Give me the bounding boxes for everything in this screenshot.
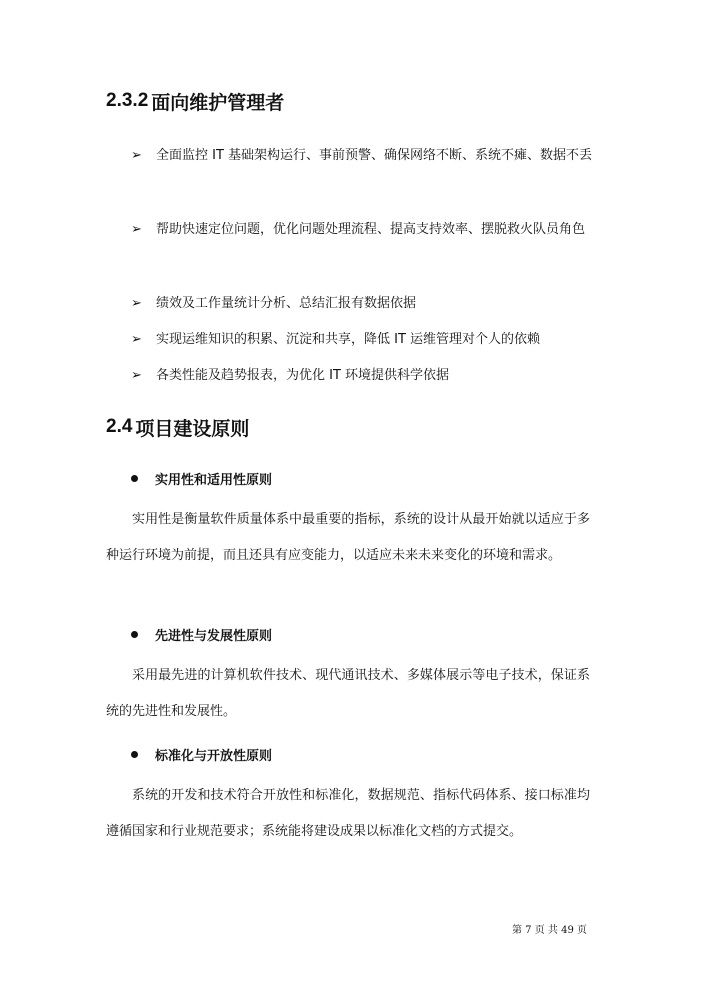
section-number: 2.4: [106, 416, 133, 437]
dot-bullet-icon: [131, 631, 138, 638]
arrow-bullet-icon: ➢: [131, 296, 142, 311]
list-item: [131, 138, 601, 174]
principle-heading: [131, 627, 272, 647]
principle-title: 先进性与发展性原则: [155, 629, 273, 644]
page-number-footer: 第 7 页 共 49 页: [512, 925, 587, 936]
principle-title: 实用性和适用性原则: [155, 473, 273, 488]
arrow-bullet-icon: ➢: [131, 332, 142, 347]
principle-body: 采用最先进的计算机软件技术、现代通讯技术、多媒体展示等电子技术，保证系统的先进性和发展性。: [106, 668, 590, 719]
principle-title: 标准化与开放性原则: [155, 749, 273, 764]
section-heading-2-4: [106, 414, 249, 441]
section-heading-2-3-2: [106, 88, 284, 115]
principle-body: 实用性是衡量软件质量体系中最重要的指标，系统的设计从最开始就以适应于多种运行环境为前提，而且还具有应变能力，以适应未来未来变化的环境和需求。: [106, 512, 590, 563]
list-item: [131, 212, 601, 248]
list-item-text: 帮助快速定位问题，优化问题处理流程、提高支持效率、摆脱救火队员角色: [156, 222, 586, 237]
list-item-text: 全面监控 IT 基础架构运行、事前预警、确保网络不断、系统不瘫、数据不丢: [156, 148, 593, 163]
principle-heading: [131, 747, 272, 767]
list-item-text: 实现运维知识的积累、沉淀和共享，降低 IT 运维管理对个人的依赖: [156, 332, 541, 347]
section-title: 项目建设原则: [135, 418, 250, 440]
list-item-text: 各类性能及趋势报表，为优化 IT 环境提供科学依据: [156, 368, 450, 383]
list-item: [131, 358, 601, 394]
list-item: [131, 286, 601, 322]
list-item: [131, 322, 601, 358]
arrow-bullet-icon: ➢: [131, 148, 142, 163]
section-title: 面向维护管理者: [151, 92, 285, 114]
section-number: 2.3.2: [106, 90, 149, 111]
principle-heading: [131, 471, 272, 491]
arrow-bullet-icon: ➢: [131, 222, 142, 237]
dot-bullet-icon: [131, 751, 138, 758]
list-item-text: 绩效及工作量统计分析、总结汇报有数据依据: [156, 296, 417, 311]
dot-bullet-icon: [131, 475, 138, 482]
arrow-bullet-icon: ➢: [131, 368, 142, 383]
principle-body: 系统的开发和技术符合开放性和标准化，数据规范、指标代码体系、接口标准均遵循国家和行业规范要求；系统能将建设成果以标准化文档的方式提交。: [106, 788, 590, 839]
